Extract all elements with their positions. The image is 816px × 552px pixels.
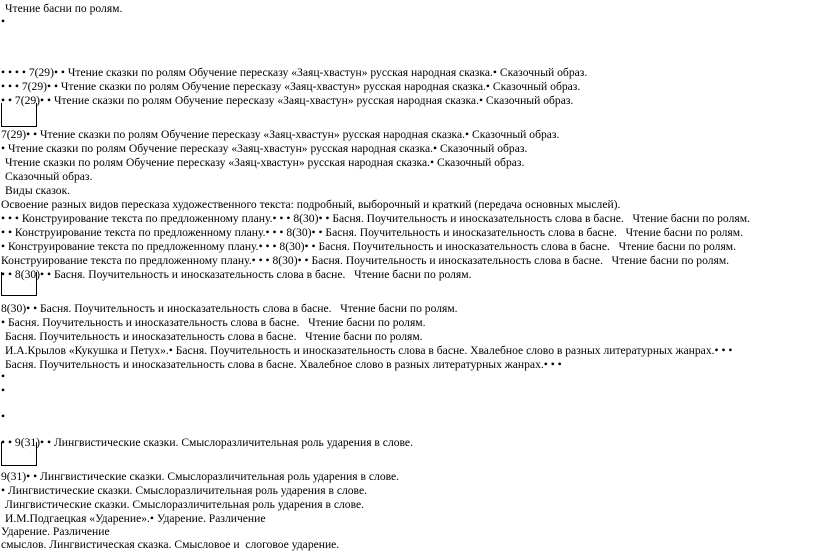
text-line: • Басня. Поучительность и иносказательность слова в басне. Чтение басни по ролям.: [1, 316, 426, 329]
text-line: • Лингвистические сказки. Смыслоразличительная роль ударения в слове.: [1, 484, 367, 497]
text-line: И.А.Крылов «Кукушка и Петух».• Басня. Поучительность и иносказательность слова в басне. Хвалебное слово в разных литературных жанрах.• • •: [5, 344, 733, 357]
text-line: смыслов. Лингвистическая сказка. Смысловое и слоговое ударение.: [1, 538, 340, 551]
text-line: Виды сказок.: [5, 184, 71, 197]
text-line: •: [1, 15, 6, 28]
text-line: • • Конструирование текста по предложенному плану.• • • 8(30)• • Басня. Поучительность и иносказательность слова в басне. Чтение басни по ролям.: [1, 226, 743, 239]
text-line: Чтение сказки по ролям Обучение пересказу «Заяц-хвастун» русская народная сказка.• Сказочный образ.: [5, 156, 525, 169]
text-line: 8(30)• • Басня. Поучительность и иносказательность слова в басне. Чтение басни по ролям.: [1, 302, 458, 315]
text-line: •: [1, 370, 6, 383]
text-line: 9(31)• • Лингвистические сказки. Смыслоразличительная роль ударения в слове.: [1, 470, 400, 483]
text-line: • • • • 7(29)• • Чтение сказки по ролям Обучение пересказу «Заяц-хвастун» русская народная сказка.• Сказочный образ.: [1, 66, 588, 79]
text-line: • • 9(31)• • Лингвистические сказки. Смыслоразличительная роль ударения в слове.: [1, 436, 413, 449]
text-line: И.М.Подгаецкая «Ударение».• Ударение. Различение: [5, 512, 266, 525]
text-line: 7(29)• • Чтение сказки по ролям Обучение пересказу «Заяц-хвастун» русская народная сказка.• Сказочный образ.: [1, 128, 560, 141]
text-line: • • • Конструирование текста по предложенному плану.• • • 8(30)• • Басня. Поучительность и иносказательность слова в басне. Чтение басни по ролям.: [1, 212, 750, 225]
text-line: Конструирование текста по предложенному плану.• • • 8(30)• • Басня. Поучительность и иносказательность слова в басне. Чтение басни по ролям.: [1, 254, 730, 267]
text-line: • • 7(29)• • Чтение сказки по ролям Обучение пересказу «Заяц-хвастун» русская народная сказка.• Сказочный образ.: [1, 94, 574, 107]
text-line: • • • 7(29)• • Чтение сказки по ролям Обучение пересказу «Заяц-хвастун» русская народная сказка.• Сказочный образ.: [1, 80, 581, 93]
text-line: • Конструирование текста по предложенному плану.• • • 8(30)• • Басня. Поучительность и иносказательность слова в басне. Чтение басни по ролям.: [1, 240, 737, 253]
text-line: Лингвистические сказки. Смыслоразличительная роль ударения в слове.: [5, 498, 365, 511]
text-line: Освоение разных видов пересказа художественного текста: подробный, выборочный и краткий (передача основных мыслей).: [1, 198, 621, 211]
text-line: Сказочный образ.: [5, 170, 93, 183]
text-line: Ударение. Различение: [1, 525, 110, 538]
text-line: Басня. Поучительность и иносказательность слова в басне. Хвалебное слово в разных литературных жанрах.• • •: [5, 358, 562, 371]
text-line: Чтение басни по ролям.: [5, 2, 123, 15]
text-line: •: [1, 384, 6, 397]
text-line: •: [1, 410, 6, 423]
text-line: Басня. Поучительность и иносказательность слова в басне. Чтение басни по ролям.: [5, 330, 423, 343]
text-line: • • 8(30)• • Басня. Поучительность и иносказательность слова в басне. Чтение басни по ролям.: [1, 268, 472, 281]
text-line: • Чтение сказки по ролям Обучение пересказу «Заяц-хвастун» русская народная сказка.• Сказочный образ.: [1, 142, 528, 155]
